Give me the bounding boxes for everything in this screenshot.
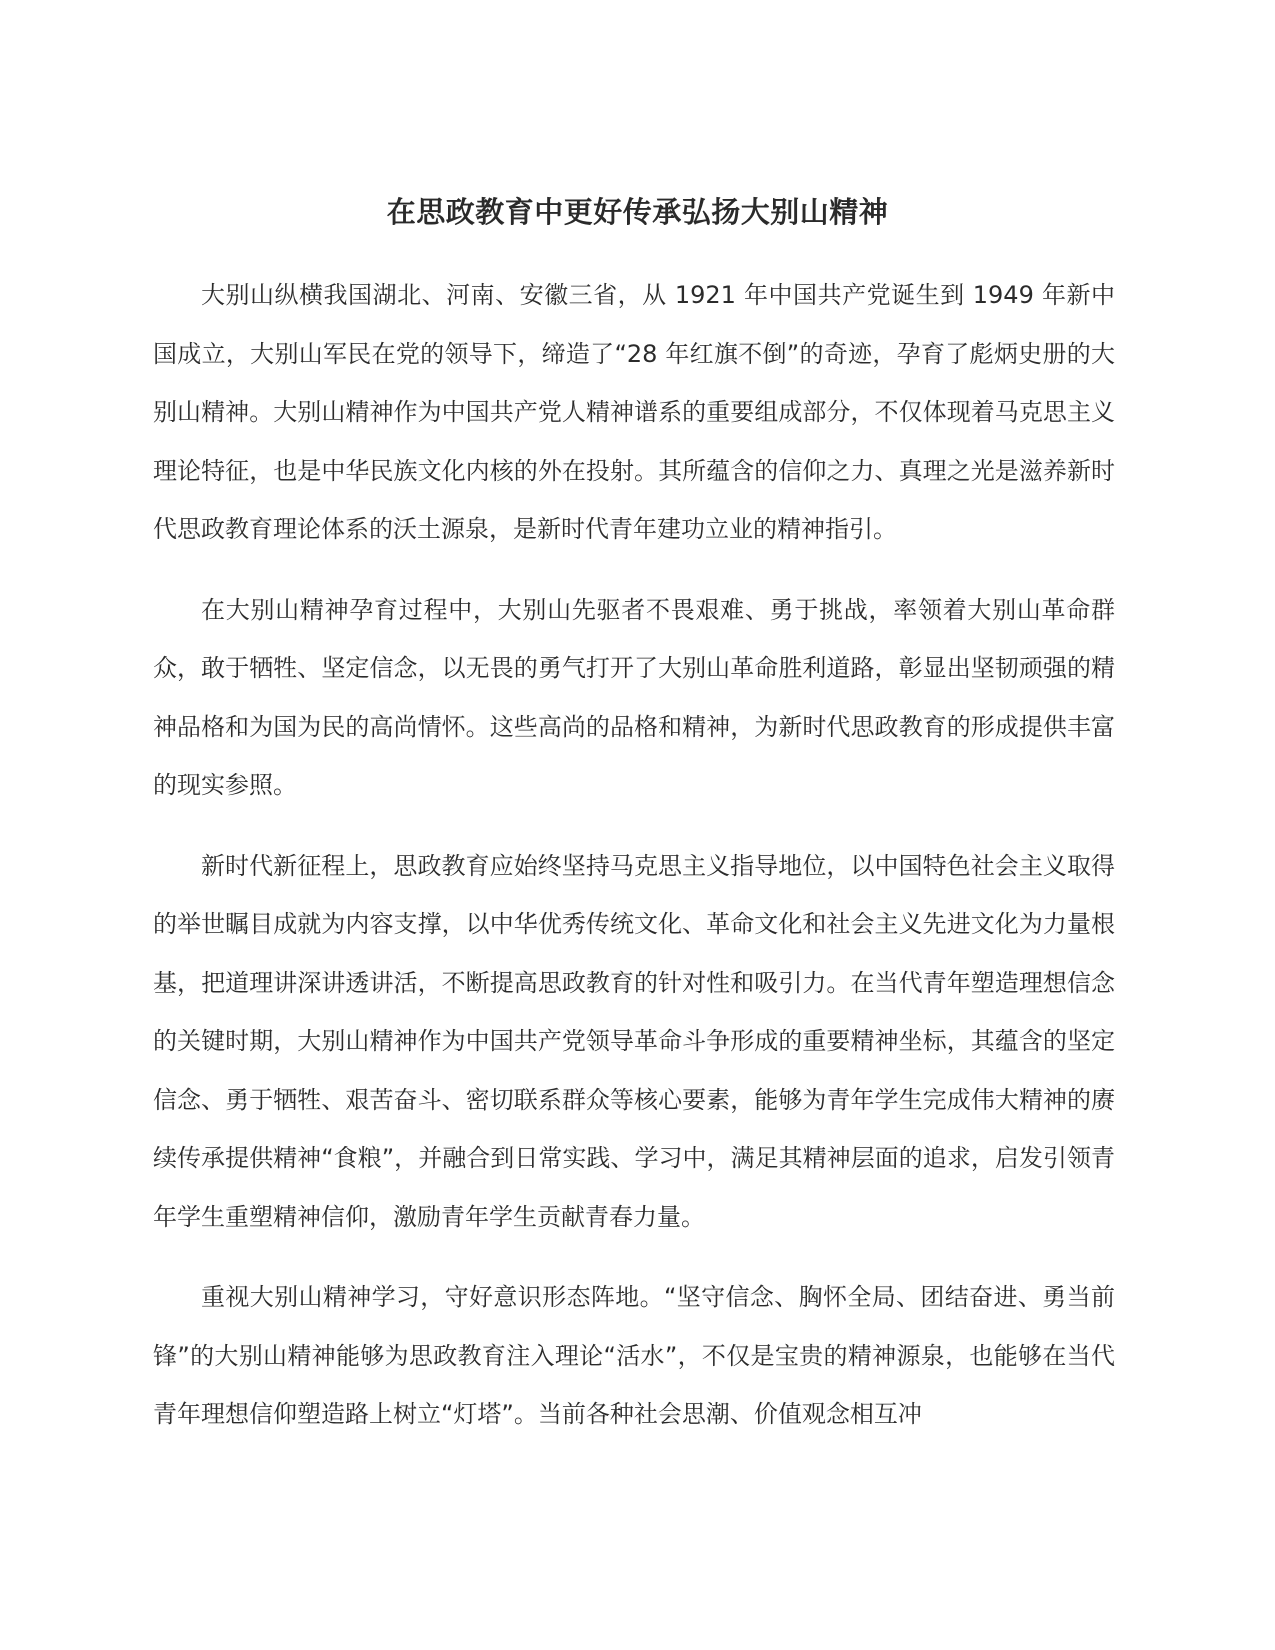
paragraph-1: 大别山纵横我国湖北、河南、安徽三省，从 1921 年中国共产党诞生到 1949 年新中国成立，大别山军民在党的领导下，缔造了“28 年红旗不倒”的奇迹，孕育了彪炳史册的大别山精神。大别山精神作为中国共产党人精神谱系的重要组成部分，不仅体现着马克思主义理论特征，也是中华民族文化内核的外在投射。其所蕴含的信仰之力、真理之光是滋养新时代思政教育理论体系的沃土源泉，是新时代青年建功立业的精神指引。 bbox=[153, 281, 1115, 543]
paragraph-3: 新时代新征程上，思政教育应始终坚持马克思主义指导地位，以中国特色社会主义取得的举世瞩目成就为内容支撑，以中华优秀传统文化、革命文化和社会主义先进文化为力量根基，把道理讲深讲透讲活，不断提高思政教育的针对性和吸引力。在当代青年塑造理想信念的关键时期，大别山精神作为中国共产党领导革命斗争形成的重要精神坐标，其蕴含的坚定信念、勇于牺牲、艰苦奋斗、密切联系群众等核心要素，能够为青年学生完成伟大精神的赓续传承提供精神“食粮”，并融合到日常实践、学习中，满足其精神层面的追求，启发引领青年学生重塑精神信仰，激励青年学生贡献青春力量。 bbox=[153, 851, 1115, 1231]
paragraph-4: 重视大别山精神学习，守好意识形态阵地。“坚守信念、胸怀全局、团结奋进、勇当前锋”的大别山精神能够为思政教育注入理论“活水”，不仅是宝贵的精神源泉，也能够在当代青年理想信仰塑造路上树立“灯塔”。当前各种社会思潮、价值观念相互冲 bbox=[153, 1283, 1115, 1428]
document-body bbox=[153, 266, 1115, 1466]
document-title: 在思政教育中更好传承弘扬大别山精神 bbox=[386, 195, 889, 229]
paragraph-2: 在大别山精神孕育过程中，大别山先驱者不畏艰难、勇于挑战，率领着大别山革命群众，敢于牺牲、坚定信念，以无畏的勇气打开了大别山革命胜利道路，彰显出坚韧顽强的精神品格和为国为民的高尚情怀。这些高尚的品格和精神，为新时代思政教育的形成提供丰富的现实参照。 bbox=[153, 595, 1115, 799]
